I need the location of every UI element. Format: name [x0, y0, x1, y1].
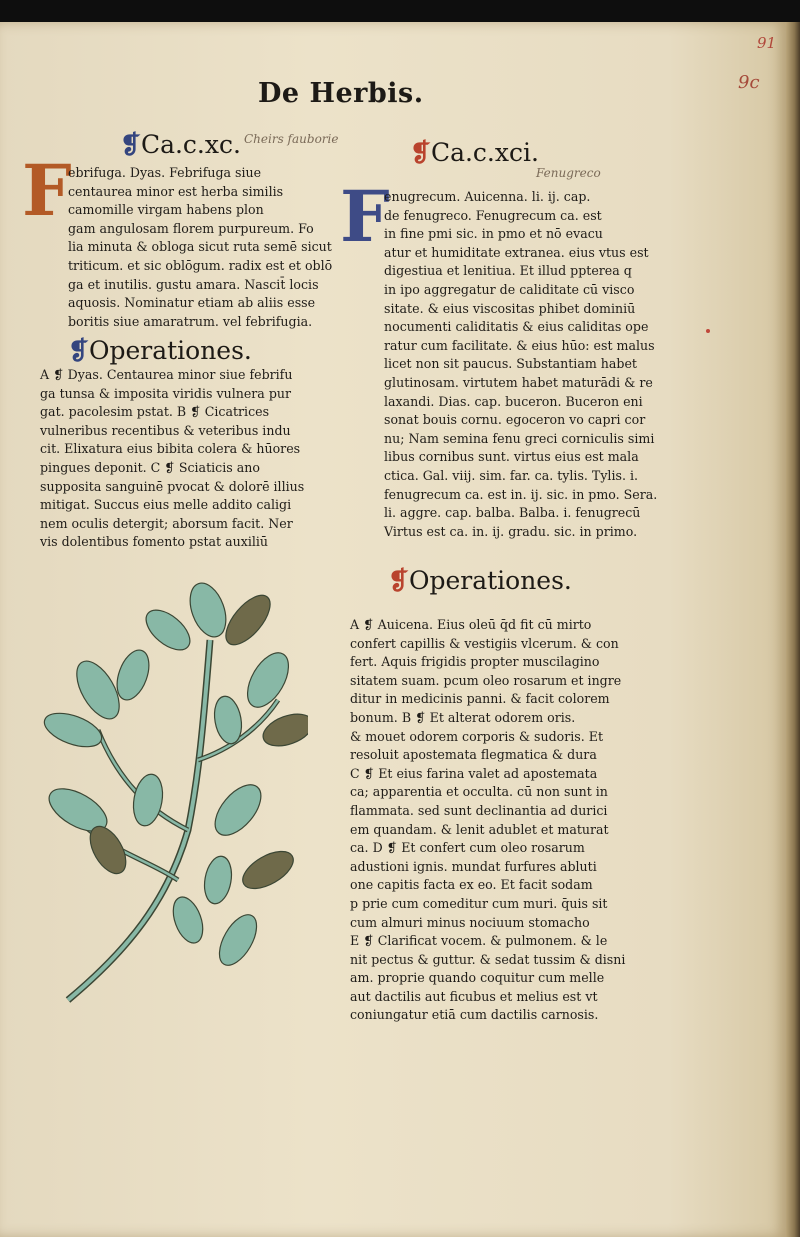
- left-margin-note: Cheirs fauborie: [244, 132, 339, 146]
- text-line: cum almuri minus nociuum stomacho: [350, 914, 590, 930]
- text-line: bonum. B ❡ Et alterat odorem oris.: [350, 709, 576, 725]
- text-line: digestiua et lenitiua. Et illud ppterea q: [384, 263, 632, 279]
- folio-number: 91: [757, 34, 777, 52]
- right-chapter-heading: [410, 138, 539, 167]
- margin-mark: 9c: [738, 72, 760, 93]
- text-line: one capitis facta ex eo. Et facit sodam: [350, 877, 593, 893]
- text-line: glutinosam. virtutem habet maturādi & re: [384, 374, 653, 390]
- text-line: mitigat. Succus eius melle addito caligi: [40, 497, 292, 513]
- text-line: atur et humiditate extranea. eius vtus est: [384, 244, 649, 260]
- text-line: in ipo aggregatur de caliditate cū visco: [384, 281, 635, 297]
- text-line: ga tunsa & imposita viridis vulnera pur: [40, 385, 292, 401]
- text-line: fenugrecum ca. est in. ij. sic. in pmo. Sera.: [384, 486, 658, 502]
- text-line: gam angulosam florem purpureum. Fo: [68, 220, 314, 236]
- text-line: laxandi. Dias. cap. buceron. Buceron eni: [384, 393, 643, 409]
- right-drop-cap: F: [340, 175, 390, 258]
- text-line: sonat bouis cornu. egoceron vo capri cor: [384, 412, 646, 428]
- text-line: ebrifuga. Dyas. Febrifuga siue: [68, 165, 262, 180]
- right-chapter-label: Ca.c.xci.: [430, 138, 539, 167]
- plant-illustration: [38, 580, 308, 1030]
- right-section-heading: [388, 566, 572, 595]
- left-section-heading: [68, 336, 252, 365]
- text-line: fert. Aquis frigidis propter muscilagino: [350, 654, 600, 670]
- text-line: boritis siue amaratrum. vel febrifugia.: [68, 313, 313, 329]
- text-line: enugrecum. Auicenna. li. ij. cap.: [384, 189, 591, 204]
- text-line: nit pectus & guttur. & sedat tussim & disni: [350, 951, 626, 967]
- right-operations-block: [350, 616, 625, 1025]
- left-text-block: [68, 164, 332, 331]
- text-line: aquosis. Nominatur etiam ab aliis esse: [68, 295, 316, 311]
- text-line: ctica. Gal. viij. sim. far. ca. tylis. Tylis. i.: [384, 467, 638, 483]
- text-line: confert capillis & vestigiis vlcerum. & con: [350, 635, 619, 651]
- text-line: coniungatur etiā cum dactilis carnosis.: [350, 1007, 599, 1023]
- text-line: triticum. et sic oblōgum. radix est et oblō: [68, 257, 333, 273]
- running-head: De Herbis.: [258, 78, 424, 109]
- text-line: cit. Elixatura eius bibita colera & hūores: [40, 441, 301, 457]
- text-line: ca. D ❡ Et confert cum oleo rosarum: [350, 840, 585, 856]
- text-line: Virtus est ca. in. ij. gradu. sic. in primo.: [384, 523, 638, 539]
- left-drop-cap: F: [22, 149, 72, 232]
- text-line: vis dolentibus fomento pstat auxiliū: [40, 534, 269, 550]
- text-line: & mouet odorem corporis & sudoris. Et: [350, 728, 604, 744]
- text-line: vulneribus recentibus & veteribus indu: [40, 422, 291, 438]
- text-line: libus cornibus sunt. virtus eius est mala: [384, 449, 639, 465]
- text-line: de fenugreco. Fenugrecum ca. est: [384, 207, 602, 223]
- text-line: A ❡ Dyas. Centaurea minor siue febrifu: [40, 367, 293, 382]
- text-line: gat. pacolesim pstat. B ❡ Cicatrices: [40, 404, 270, 420]
- text-line: C ❡ Et eius farina valet ad apostemata: [350, 765, 598, 781]
- right-section-title: Operationes.: [408, 566, 572, 595]
- text-line: lia minuta & obloga sicut ruta semē sicut: [68, 239, 332, 255]
- text-line: A ❡ Auicena. Eius oleū q̄d fit cū mirto: [350, 617, 592, 632]
- text-line: in fine pmi sic. in pmo et nō evacu: [384, 226, 603, 242]
- ink-spot: [706, 329, 710, 333]
- text-line: ga et inutilis. gustu amara. Nascit̄ locis: [68, 276, 319, 292]
- text-line: nocumenti caliditatis & eius caliditas ope: [384, 319, 649, 335]
- text-line: centaurea minor est herba similis: [68, 183, 284, 199]
- text-line: E ❡ Clarificat vocem. & pulmonem. & le: [350, 933, 608, 949]
- text-line: nem oculis detergit; aborsum facit. Ner: [40, 515, 293, 531]
- right-margin-note: Fenugreco: [536, 166, 601, 180]
- text-line: ratur cum facilitate. & eius hūo: est malus: [384, 337, 655, 353]
- text-line: pingues deponit. C ❡ Sciaticis ano: [40, 459, 260, 475]
- left-section-title: Operationes.: [88, 336, 252, 365]
- text-line: am. proprie quando coquitur cum melle: [350, 970, 605, 986]
- right-text-block: [384, 188, 657, 541]
- pilcrow-icon: ❡: [410, 138, 431, 167]
- text-line: flammata. sed sunt declinantia ad durici: [350, 802, 608, 818]
- text-line: licet non sit paucus. Substantiam habet: [384, 356, 637, 372]
- text-line: sitatem suam. pcum oleo rosarum et ingre: [350, 672, 622, 688]
- text-line: nu; Nam semina fenu greci corniculis simi: [384, 430, 655, 446]
- text-line: aut dactilis aut ficubus et melius est vt: [350, 988, 598, 1004]
- left-chapter-label: Ca.c.xc.: [140, 130, 241, 159]
- text-line: em quandam. & lenit adublet et maturat: [350, 821, 609, 837]
- text-line: ditur in medicinis panni. & facit colorem: [350, 691, 610, 707]
- pilcrow-icon: ❡: [68, 336, 89, 365]
- pilcrow-icon: ❡: [388, 566, 409, 595]
- text-line: adustioni ignis. mundat furfures abluti: [350, 858, 597, 874]
- pilcrow-icon: ❡: [120, 130, 141, 159]
- text-line: resoluit apostemata flegmatica & dura: [350, 747, 597, 763]
- text-line: ca; apparentia et occulta. cū non sunt in: [350, 784, 608, 800]
- page-edge: [786, 22, 800, 1237]
- left-chapter-heading: [120, 130, 241, 159]
- text-line: li. aggre. cap. balba. Balba. i. fenugrecū: [384, 505, 641, 521]
- text-line: sitate. & eius viscositas phibet dominiū: [384, 300, 636, 316]
- text-line: camomille virgam habens plon: [68, 202, 264, 218]
- left-operations-block: [40, 366, 304, 552]
- text-line: supposita sanguinē pvocat & dolorē illius: [40, 478, 305, 494]
- top-bar: [0, 0, 800, 22]
- text-line: p prie cum comeditur cum muri. q̄uis sit: [350, 895, 608, 911]
